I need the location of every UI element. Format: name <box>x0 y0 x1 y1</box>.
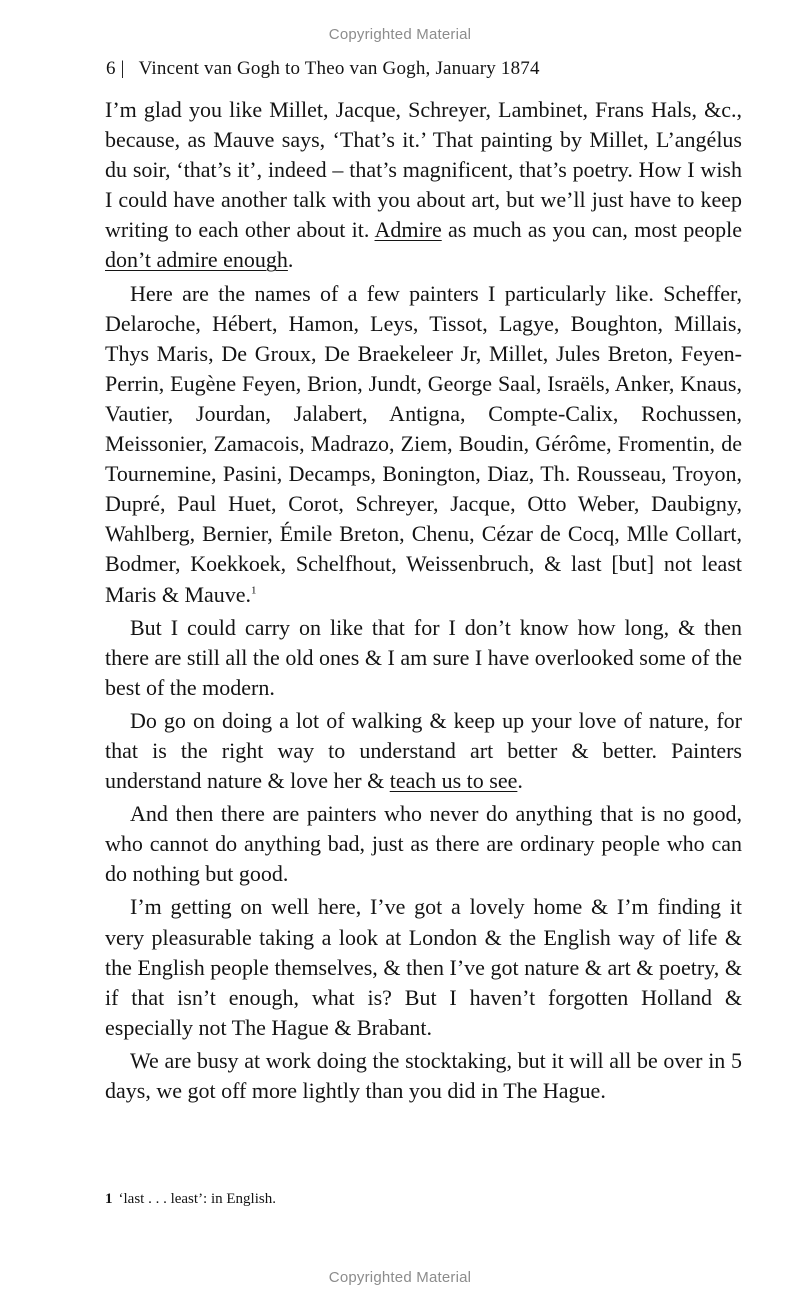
paragraph-4-text-a: Do go on doing a lot of walking & keep up your love of nature, for that is the right way to understand art better & better. Painters understand nature & love her & <box>105 707 742 794</box>
paragraph-1-text-a: I’m glad you like Millet, Jacque, Schreyer, Lambinet, Frans Hals, &c., because, as Mauve says, ‘That’s it.’ That painting by Millet, L’angélus du soir, ‘that’s it’, indeed – that’s magnificent, that’s poetry. How I wish I could have another talk with you about art, but we’ll just have to keep writing to each other about it. <box>105 97 742 243</box>
running-head <box>106 58 540 80</box>
paragraph-6: I’m getting on well here, I’ve got a lovely home & I’m finding it very pleasurable taking a look at London & the English way of life & the English people themselves, & then I’ve got nature & art & poetry, & if that isn’t enough, what is? But I haven’t forgotten Holland & especially not The Hague & Brabant. <box>105 894 742 1040</box>
underlined-dont-admire-enough: don’t admire enough <box>105 247 288 273</box>
paragraph-2 <box>105 279 742 610</box>
paragraph-3: But I could carry on like that for I don’t know how long, & then there are still all the old ones & I am sure I have overlooked some of the best of the modern. <box>105 614 742 700</box>
paragraph-4 <box>105 706 742 796</box>
watermark-bottom: Copyrighted Material <box>328 1269 472 1286</box>
paragraph-5: And then there are painters who never do anything that is no good, who cannot do anything bad, just as there are ordinary people who can do nothing but good. <box>105 801 742 887</box>
paragraph-1-text-c: . <box>287 247 294 273</box>
page-number: 6 | <box>106 58 125 79</box>
footnote-reference: 1 <box>251 584 257 597</box>
footnote-text: ‘last . . . least’: in English. <box>118 1191 276 1207</box>
paragraph-4-text-b: . <box>517 768 523 794</box>
paragraph-7: We are busy at work doing the stocktaking, but it will all be over in 5 days, we got off more lightly than you did in The Hague. <box>105 1047 742 1103</box>
paragraph-1-text-b: as much as you can, most people <box>441 217 742 243</box>
paragraph-2-text: Here are the names of a few painters I particularly like. Scheffer, Delaroche, Hébert, Hamon, Leys, Tissot, Lagye, Boughton, Millais, Thys Maris, De Groux, De Braekeleer Jr, Millet, Jules Breton, Feyen-Perrin, Eugène Feyen, Brion, Jundt, George Saal, Israëls, Anker, Knaus, Vautier, Jourdan, Jalabert, Antigna, Compte-Calix, Rochussen, Meissonier, Zamacois, Madrazo, Ziem, Boudin, Gérôme, Fromentin, de Tournemine, Pasini, Decamps, Bonington, Diaz, Th. Rousseau, Troyon, Dupré, Paul Huet, Corot, Schreyer, Jacque, Otto Weber, Daubigny, Wahlberg, Bernier, Émile Breton, Chenu, Cézar de Cocq, Mlle Collart, Bodmer, Koekkoek, Schelfhout, Weissenbruch, & last [but] not least Maris & Mauve. <box>105 280 742 607</box>
paragraph-1 <box>105 95 742 276</box>
underlined-teach-us-to-see: teach us to see <box>389 768 518 794</box>
running-head-title: Vincent van Gogh to Theo van Gogh, January 1874 <box>138 58 540 79</box>
watermark-top: Copyrighted Material <box>328 26 472 43</box>
footnote-number: 1 <box>105 1191 113 1207</box>
underlined-admire: Admire <box>374 217 442 243</box>
letter-body <box>105 95 742 1109</box>
footnote <box>105 1191 276 1208</box>
